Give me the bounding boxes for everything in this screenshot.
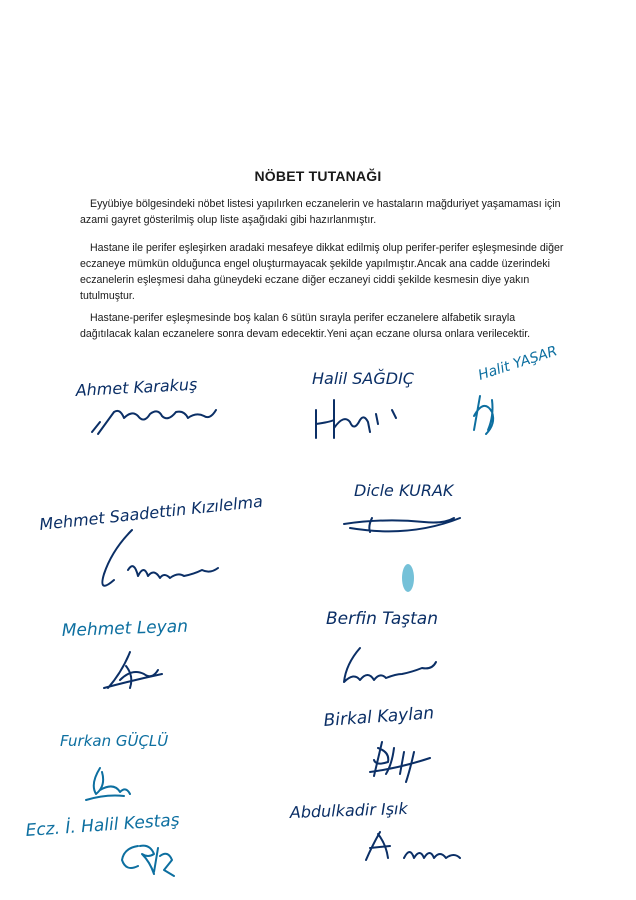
signature-mark-11 xyxy=(366,832,460,860)
signature-block-10 xyxy=(25,809,180,876)
paragraph-2: Hastane ile perifer eşleşirken aradaki mesafeye dikkat edilmiş olup perifer-perifer eşleşmesinde diğer eczaneye mümkün olduğunca engel oluşturmayacak şekilde yapılmıştır.Ancak ana cadde üzerindeki eczanelerin eşleşmesi daha güneydeki eczane diğer eczaneyi ciddi şekilde kesmesin diye yakın tutulmuştur. xyxy=(80,242,564,302)
signature-name-9: Birkal Kaylan xyxy=(322,703,435,731)
signature-block-8 xyxy=(60,731,168,800)
signature-name-6: Mehmet Leyan xyxy=(61,616,189,641)
signature-name-1: Ahmet Karakuş xyxy=(75,374,198,400)
paragraph-1: Eyyübiye bölgesindeki nöbet listesi yapılırken eczanelerin ve hastaların mağduriyet yaşamaması için azami gayret gösterilmiş olup liste aşağıdaki gibi hazırlanmıştır. xyxy=(80,198,561,226)
signature-block-7 xyxy=(326,609,438,682)
signature-mark-5 xyxy=(344,518,460,532)
ink-blot xyxy=(402,564,414,592)
signature-block-9 xyxy=(323,703,435,782)
signature-name-11: Abdulkadir Işık xyxy=(289,798,409,822)
signature-mark-7 xyxy=(344,648,436,682)
signature-block-4 xyxy=(38,492,263,586)
signature-name-8: Furkan GÜÇLÜ xyxy=(60,732,169,750)
signature-name-5: Dicle KURAK xyxy=(354,481,454,500)
signature-mark-4 xyxy=(102,530,218,586)
signature-mark-6 xyxy=(104,652,162,688)
signature-name-10: Ecz. İ. Halil Kestaş xyxy=(24,810,181,841)
document-title: NÖBET TUTANAĞI xyxy=(254,168,382,184)
signature-mark-3 xyxy=(474,396,493,434)
signature-name-7: Berfin Taştan xyxy=(326,609,439,629)
signature-block-11 xyxy=(288,799,460,860)
signature-block-6 xyxy=(61,617,188,688)
paragraph-3: Hastane-perifer eşleşmesinde boş kalan 6 sütün sırayla perifer eczanelere alfabetik sırayla dağıtılacak kalan eczanelere sonra devam edecektir.Yeni açan eczane olursa onlara verilecektir. xyxy=(80,312,531,340)
signature-name-2: Halil SAĞDIÇ xyxy=(312,369,414,388)
signature-mark-10 xyxy=(122,846,174,876)
signature-name-4: Mehmet Saadettin Kızılelma xyxy=(38,491,264,534)
signature-mark-1 xyxy=(92,410,216,434)
signature-mark-9 xyxy=(370,742,430,782)
signature-block-1 xyxy=(74,375,216,434)
signature-block-2 xyxy=(312,369,415,438)
signature-block-5 xyxy=(344,481,460,532)
signature-block-3 xyxy=(474,343,559,434)
signature-mark-8 xyxy=(86,768,130,800)
signature-mark-2 xyxy=(316,400,396,438)
signature-name-3: Halit YAŞAR xyxy=(476,343,560,384)
